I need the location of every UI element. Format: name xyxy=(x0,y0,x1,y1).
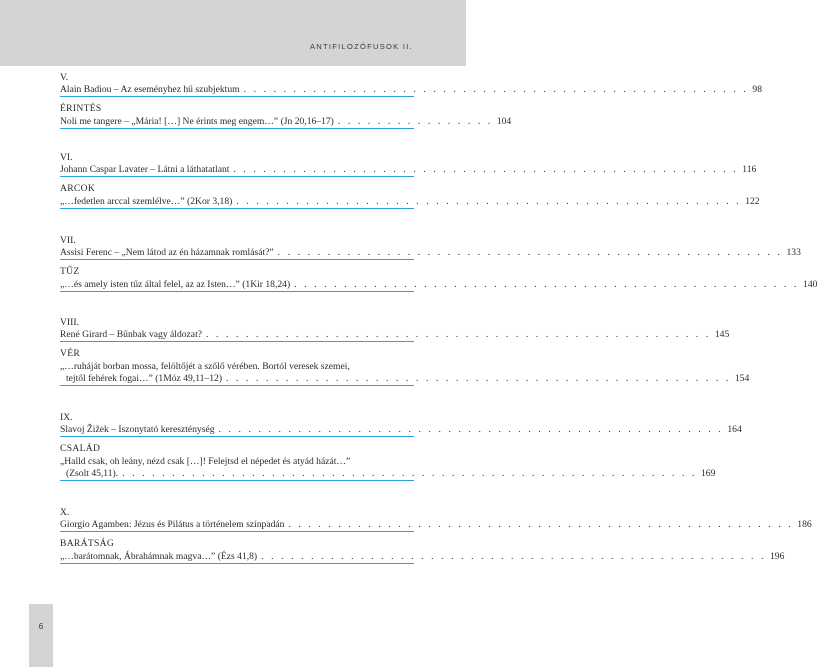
toc-entry[interactable] xyxy=(60,329,730,342)
entry-page: 116 xyxy=(742,164,757,175)
quote-page: 196 xyxy=(769,551,785,562)
entry-page: 186 xyxy=(797,519,812,530)
entry-page: 145 xyxy=(714,329,730,340)
toc-entry[interactable] xyxy=(60,519,812,532)
entry-title: Assisi Ferenc – „Nem látod az én házamnak romlását?” xyxy=(60,247,274,258)
section-theme: CSALÁD xyxy=(60,443,101,454)
leader-dots: . . . . . . . . . . . . . . . . . . . . . . . . . . . . . . . . . . . . . . . . . . . . . . . . . . . xyxy=(206,329,711,340)
entry-title: Giorgio Agamben: Jézus és Pilátus a történelem színpadán xyxy=(60,519,285,530)
section-numeral: X. xyxy=(60,507,70,518)
leader-dots: . . . . . . . . . . . . . . . . . . . . . . . . . . . . . . . . . . . . . . . . . . . . . . . . . . . xyxy=(243,84,749,95)
entry-title: Alain Badiou – Az eseményhez hű szubjektum xyxy=(60,84,240,95)
entry-title: Slavoj Žižek – Iszonytató kereszténység xyxy=(60,424,215,435)
quote-page: 104 xyxy=(496,116,512,127)
quote-title: „…és amely isten tűz által felel, az az Isten…” (1Kir 18,24) xyxy=(60,279,291,290)
section-theme: BARÁTSÁG xyxy=(60,538,115,549)
section-numeral: IX. xyxy=(60,412,73,423)
section-theme: TŰZ xyxy=(60,266,80,277)
section-theme: VÉR xyxy=(60,348,81,359)
leader-dots: . . . . . . . . . . . . . . . . . . . . . . . . . . . . . . . . . . . . . . . . . . . . . . . . . . . xyxy=(288,519,794,530)
section-theme: ÉRINTÉS xyxy=(60,103,102,114)
leader-dots: . . . . . . . . . . . . . . . . . . . . . . . . . . . . . . . . . . . . . . . . . . . . . . . . . . . xyxy=(226,373,731,384)
quote-title: „…fedetlen arccal szemlélve…” (2Kor 3,18) xyxy=(60,196,233,207)
page-number-tab xyxy=(29,604,53,667)
toc-entry[interactable] xyxy=(60,84,763,97)
leader-dots: . . . . . . . . . . . . . . . . . . . . . . . . . . . . . . . . . . . . . . . . . . . . . . . . . . . xyxy=(218,424,724,435)
section-numeral: VI. xyxy=(60,152,73,163)
leader-dots: . . . . . . . . . . . . . . . . . . . . . . . . . . . . . . . . . . . . . . . . . . . . . . . . . . . xyxy=(261,551,766,562)
entry-page: 164 xyxy=(727,424,742,435)
entry-page: 98 xyxy=(752,84,763,95)
header-band xyxy=(0,0,466,66)
section-numeral: V. xyxy=(60,72,69,83)
quote-page: 154 xyxy=(734,373,750,384)
quote-title: tejtől fehérek fogai…” (1Móz 49,11–12) xyxy=(66,373,223,384)
quote-first-line: „Halld csak, oh leány, nézd csak […]! Felejtsd el népedet és atyád házát…” xyxy=(60,456,351,467)
page-number: 6 xyxy=(38,622,44,631)
toc-entry[interactable] xyxy=(60,164,757,177)
leader-dots: . . . . . . . . . . . . . . . . xyxy=(337,116,493,127)
entry-title: René Girard – Bűnbak vagy áldozat? xyxy=(60,329,202,340)
section-numeral: VIII. xyxy=(60,317,79,328)
toc-quote[interactable] xyxy=(60,551,785,564)
toc-quote[interactable] xyxy=(60,116,512,129)
section-numeral: VII. xyxy=(60,235,76,246)
quote-title: (Zsolt 45,11). xyxy=(66,468,119,479)
leader-dots: . . . . . . . . . . . . . . . . . . . . . . . . . . . . . . . . . . . . . . . . . . . . . . . . . . . xyxy=(233,164,739,175)
running-head: ANTIFILOZÓFUSOK II. xyxy=(309,42,413,51)
toc-quote[interactable] xyxy=(60,196,760,209)
toc-quote[interactable] xyxy=(60,468,716,481)
entry-title: Johann Caspar Lavater – Látni a láthatatlant xyxy=(60,164,230,175)
leader-dots: . . . . . . . . . . . . . . . . . . . . . . . . . . . . . . . . . . . . . . . . . . . . . . . . . . . xyxy=(277,247,783,258)
leader-dots: . . . . . . . . . . . . . . . . . . . . . . . . . . . . . . . . . . . . . . . . . . . . . . . . . . . xyxy=(236,196,742,207)
quote-page: 169 xyxy=(700,468,716,479)
leader-dots: . . . . . . . . . . . . . . . . . . . . . . . . . . . . . . . . . . . . . . . . . . . . . . . . . . . xyxy=(294,279,800,290)
section-theme: ARCOK xyxy=(60,183,96,194)
entry-page: 133 xyxy=(786,247,801,258)
quote-page: 122 xyxy=(745,196,760,207)
quote-page: 140 xyxy=(803,279,817,290)
toc-quote[interactable] xyxy=(60,373,750,386)
quote-first-line: „…ruháját borban mossa, felöltőjét a szőlő vérében. Bortól veresek szemei, xyxy=(60,361,350,372)
toc-entry[interactable] xyxy=(60,424,742,437)
leader-dots: . . . . . . . . . . . . . . . . . . . . . . . . . . . . . . . . . . . . . . . . . . . . . . . . . . . . . . . . . . xyxy=(122,468,697,479)
quote-title: „…barátomnak, Ábrahámnak magva…” (Ézs 41,8) xyxy=(60,551,258,562)
toc-entry[interactable] xyxy=(60,247,801,260)
toc-quote[interactable] xyxy=(60,279,817,292)
quote-title: Noli me tangere – „Mária! […] Ne érints meg engem…” (Jn 20,16–17) xyxy=(60,116,334,127)
